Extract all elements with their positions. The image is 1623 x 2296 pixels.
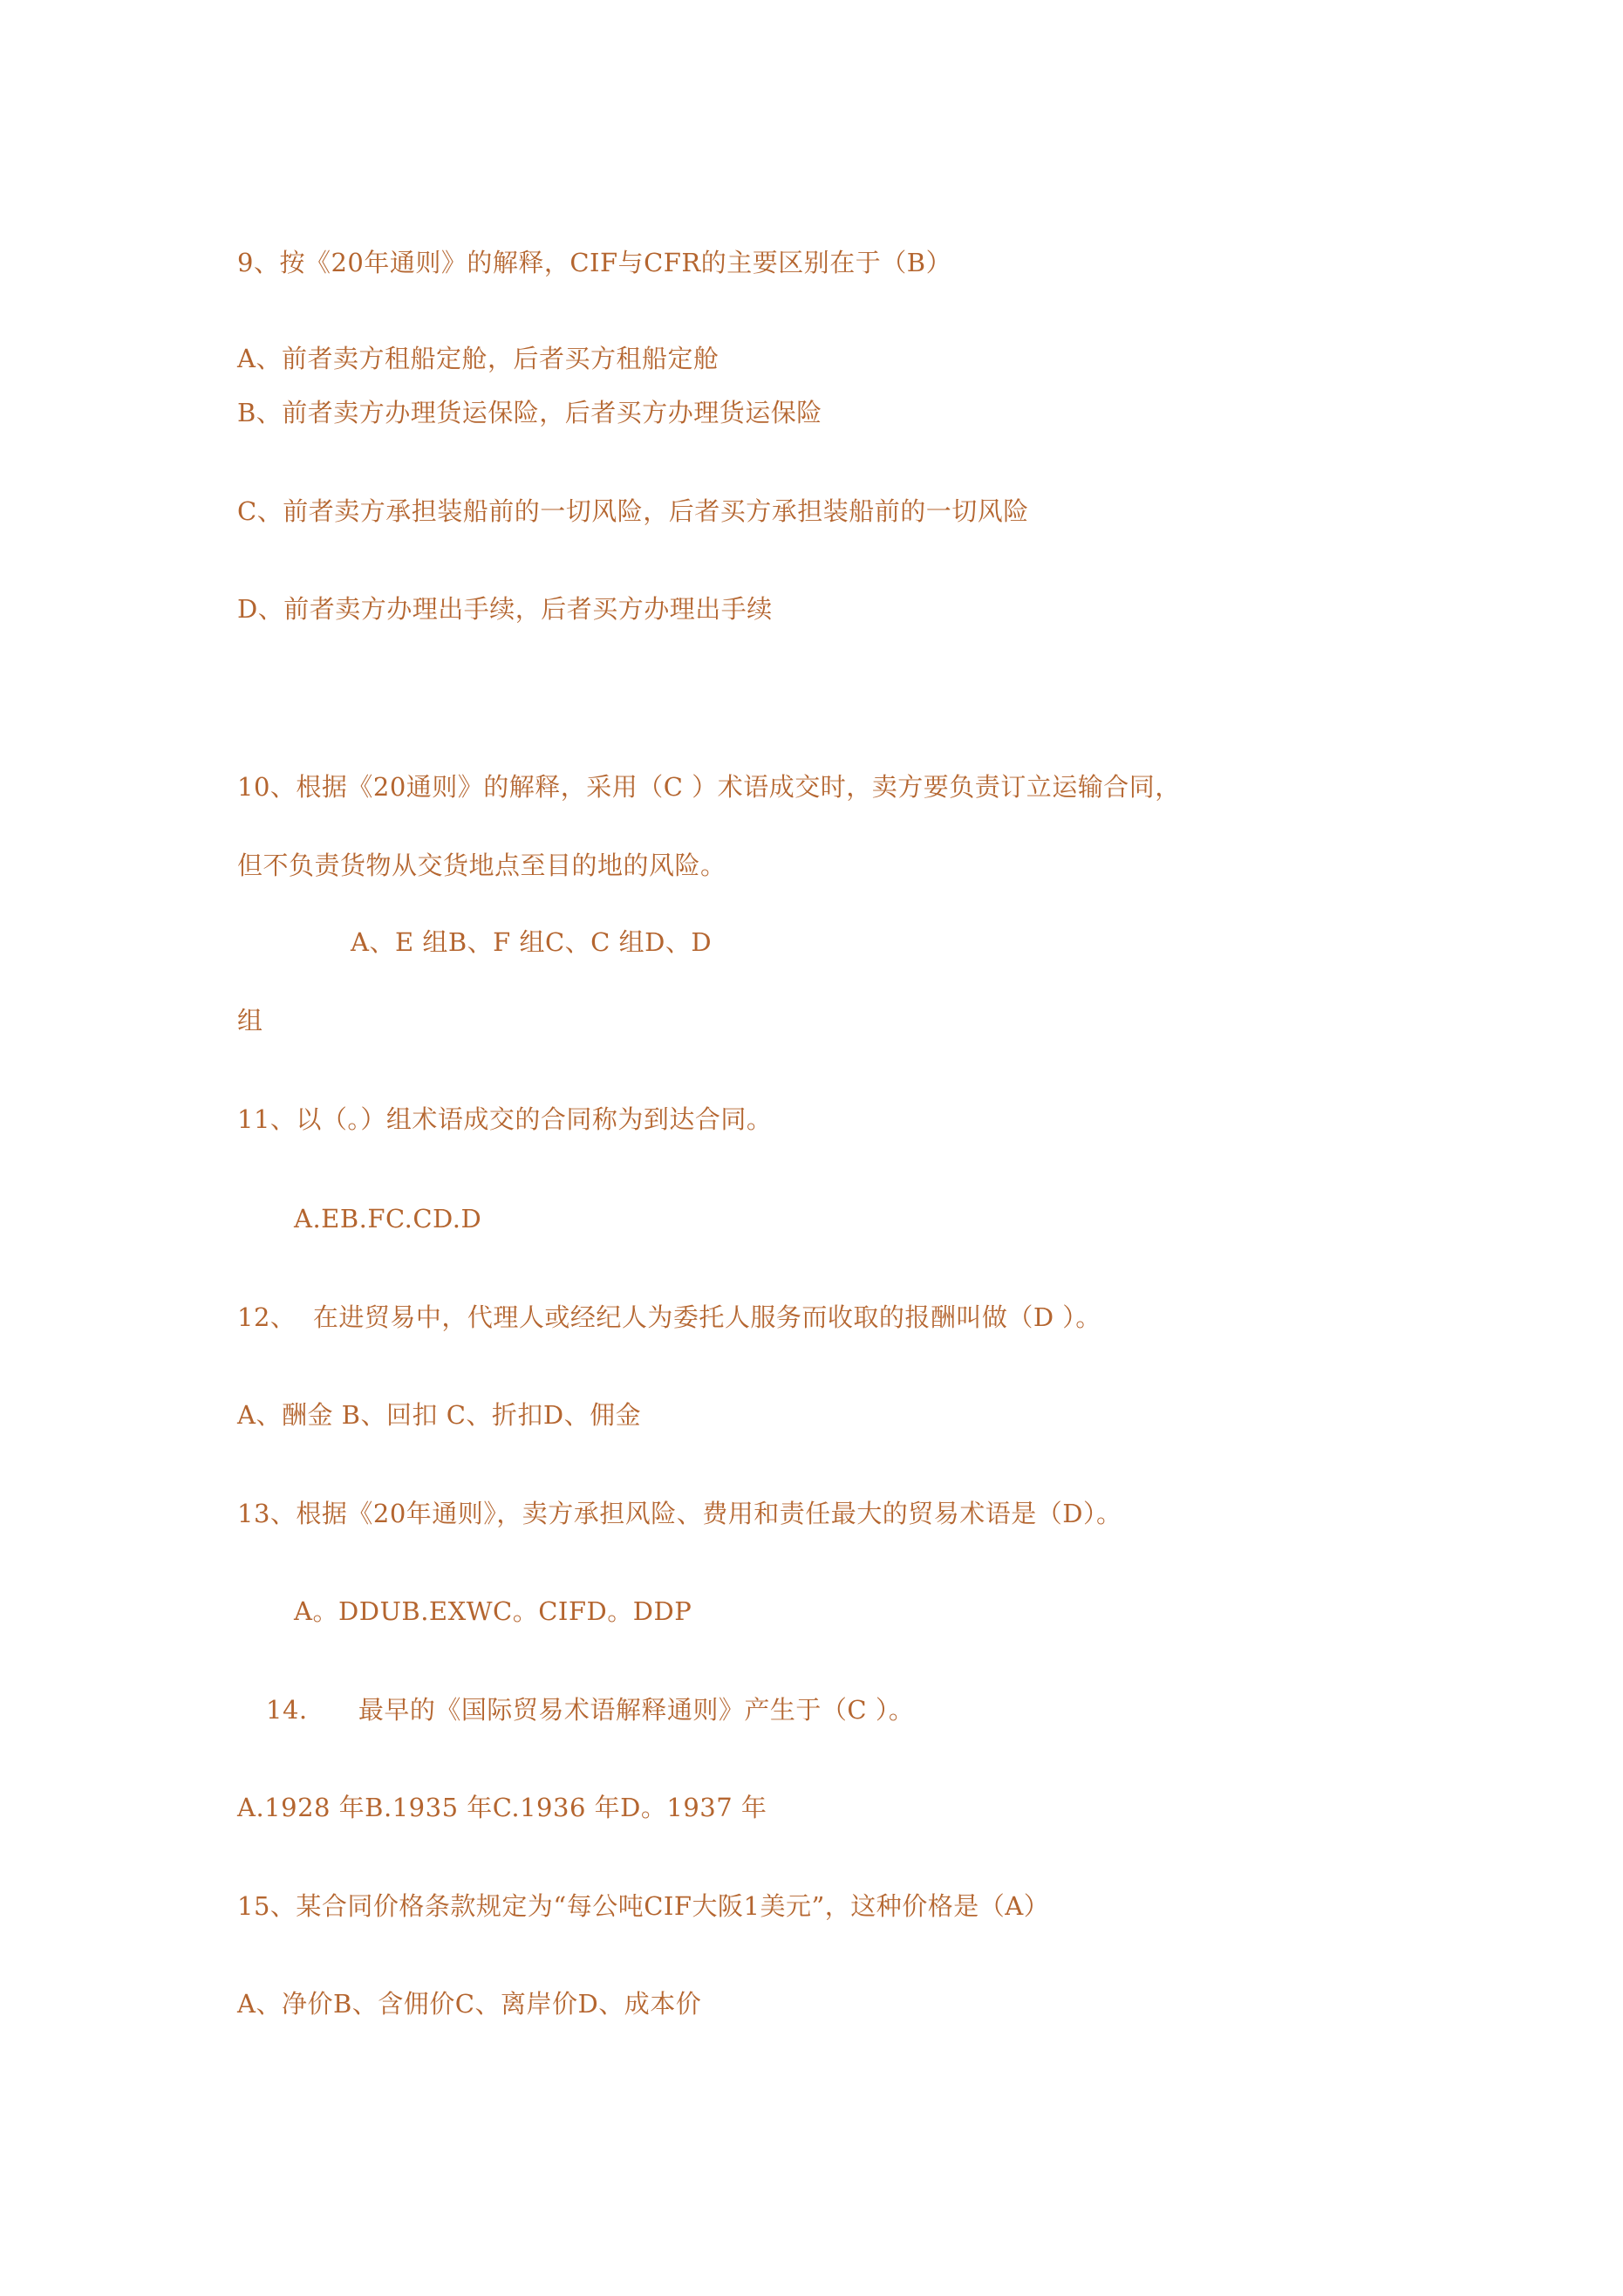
- question-13-options: A。DDUB.EXWC。CIFD。DDP: [294, 1596, 692, 1626]
- question-9-option-b: B、前者卖方办理货运保险，后者买方办理货运保险: [237, 398, 822, 427]
- question-15-options: A、净价B、含佣价C、离岸价D、成本价: [237, 1989, 702, 2019]
- question-10-options: A、E 组B、F 组C、C 组D、D: [351, 927, 713, 957]
- question-11-stem: 11、以（。）组术语成交的合同称为到达合同。: [237, 1104, 773, 1134]
- question-12-stem: 12、 在进贸易中，代理人或经纪人为委托人服务而收取的报酬叫做（D ）。: [237, 1302, 1101, 1332]
- question-14-options: A.1928 年B.1935 年C.1936 年D。1937 年: [237, 1793, 767, 1822]
- question-9-stem: 9、按《20年通则》的解释，CIF与CFR的主要区别在于（B）: [237, 248, 952, 277]
- question-13-stem: 13、根据《20年通则》，卖方承担风险、费用和责任最大的贸易术语是（D）。: [237, 1499, 1122, 1528]
- question-15-stem: 15、某合同价格条款规定为“每公吨CIF大阪1美元”，这种价格是（A）: [237, 1891, 1050, 1921]
- question-14-stem: 14. 最早的《国际贸易术语解释通则》产生于（C ）。: [266, 1695, 915, 1725]
- question-10-stem: 10、根据《20通则》的解释，采用（C ）术语成交时，卖方要负责订立运输合同，: [237, 772, 1181, 802]
- question-9-option-a: A、前者卖方租船定舱，后者买方租船定舱: [237, 344, 719, 373]
- question-10-stem-continued: 但不负责货物从交货地点至目的地的风险。: [237, 851, 726, 880]
- question-9-option-d: D、前者卖方办理出手续，后者买方办理出手续: [237, 594, 773, 624]
- question-11-options: A.EB.FC.CD.D: [294, 1204, 482, 1233]
- question-9-option-c: C、前者卖方承担装船前的一切风险，后者买方承担装船前的一切风险: [237, 496, 1029, 526]
- question-10-options-wrap: 组: [237, 1006, 263, 1035]
- question-12-options: A、酬金 B、回扣 C、折扣D、佣金: [237, 1400, 642, 1430]
